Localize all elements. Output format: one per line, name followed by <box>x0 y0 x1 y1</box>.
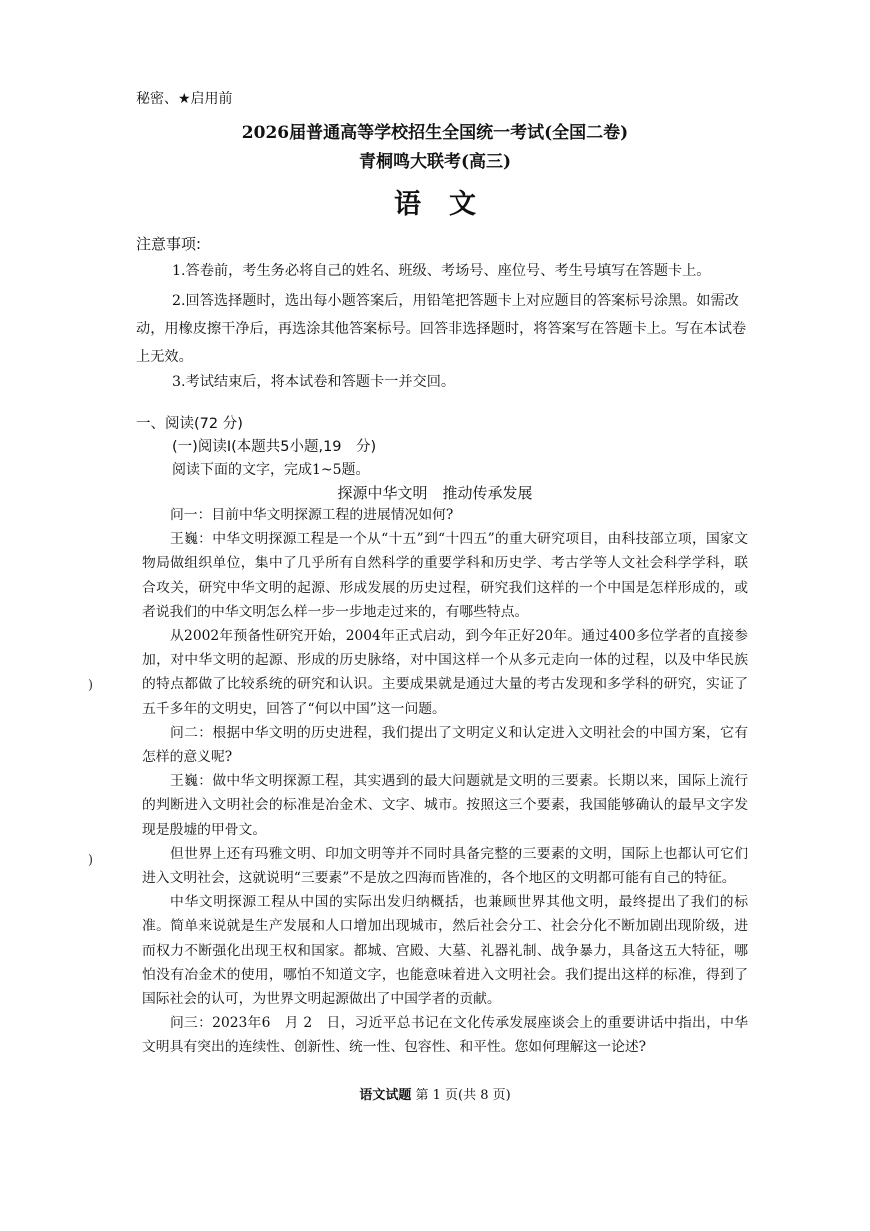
footer-page-number: 第 1 页(共 8 页) <box>415 1088 511 1103</box>
page-footer <box>0 1084 870 1103</box>
footer-subject: 语文试题 <box>359 1088 412 1103</box>
article-paragraph: 王巍：中华文明探源工程是一个从“十五”到“十四五”的重大研究项目，由科技部立项，国家文物局做组织单位，集中了几乎所有自然科学的重要学科和历史学、考古学等人文社会科学学科，联合攻关，研究中华文明的起源、形成发展的历史过程，研究我们这样的一个中国是怎样形成的，或者说我们的中华文明怎么样一步一步地走过来的，有哪些特点。 <box>142 531 748 620</box>
secret-label: 秘密、★启用前 <box>136 91 233 107</box>
section-heading: 一、阅读(72 分) <box>136 416 243 432</box>
exam-title: 2026届普通高等学校招生全国统一考试(全国二卷) <box>241 123 629 143</box>
section-instruction: 阅读下面的文字，完成1~5题。 <box>172 462 370 478</box>
binding-margin-mark: ) <box>88 853 94 868</box>
article-title: 探源中华文明 推动传承发展 <box>337 484 533 502</box>
notice-item-2: 2.回答选择题时，选出每小题答案后，用铅笔把答题卡上对应题目的答案标号涂黑。如需改动，用橡皮擦干净后，再选涂其他答案标号。回答非选择题时，将答案写在答题卡上。写在本试卷上无效。 <box>136 293 747 365</box>
exam-subtitle: 青桐鸣大联考(高三) <box>358 152 512 172</box>
subject-title: 语文 <box>394 189 504 220</box>
article-paragraph: 从2002年预备性研究开始，2004年正式启动，到今年正好20年。通过400多位学者的直接参加，对中华文明的起源、形成的历史脉络，对中国这样一个从多元走向一体的过程，以及中华民族的特点都做了比较系统的研究和认识。主要成果就是通过大量的考古发现和多学科的研究，实证了五千多年的文明史，回答了“何以中国”这一问题。 <box>142 628 748 717</box>
article-paragraph: 中华文明探源工程从中国的实际出发归纳概括，也兼顾世界其他文明，最终提出了我们的标准。简单来说就是生产发展和人口增加出现城市，然后社会分工、社会分化不断加剧出现阶级，进而权力不断强化出现王权和国家。都城、宫殿、大墓、礼器礼制、战争暴力，具备这五大特征，哪怕没有冶金术的使用，哪怕不知道文字，也能意味着进入文明社会。我们提出这样的标准，得到了国际社会的认可，为世界文明起源做出了中国学者的贡献。 <box>142 894 748 1008</box>
article-paragraph: 问二：根据中华文明的历史进程，我们提出了文明定义和认定进入文明社会的中国方案，它有怎样的意义呢? <box>142 724 748 766</box>
notice-item-1: 1.答卷前，考生务必将自己的姓名、班级、考场号、座位号、考生号填写在答题卡上。 <box>172 263 711 279</box>
section-subheading: (一)阅读Ⅰ(本题共5小题,19 分) <box>172 439 377 455</box>
notice-heading: 注意事项: <box>136 235 202 253</box>
article-paragraph: 问一：目前中华文明探源工程的进展情况如何? <box>170 507 454 523</box>
article-paragraph: 王巍：做中华文明探源工程，其实遇到的最大问题就是文明的三要素。长期以来，国际上流行的判断进入文明社会的标准是冶金术、文字、城市。按照这三个要素，我国能够确认的最早文字发现是殷墟的甲骨文。 <box>142 773 748 838</box>
binding-margin-mark: ) <box>88 678 94 693</box>
notice-item-3: 3.考试结束后，将本试卷和答题卡一并交回。 <box>172 374 456 390</box>
article-paragraph: 但世界上还有玛雅文明、印加文明等并不同时具备完整的三要素的文明，国际上也都认可它们进入文明社会，这就说明“三要素”不是放之四海而皆准的，各个地区的文明都可能有自己的特征。 <box>142 845 748 887</box>
article-paragraph: 问三：2023年6 月 2 日，习近平总书记在文化传承发展座谈会上的重要讲话中指出，中华文明具有突出的连续性、创新性、统一性、包容性、和平性。您如何理解这一论述? <box>142 1015 748 1056</box>
article-body <box>142 503 748 1060</box>
